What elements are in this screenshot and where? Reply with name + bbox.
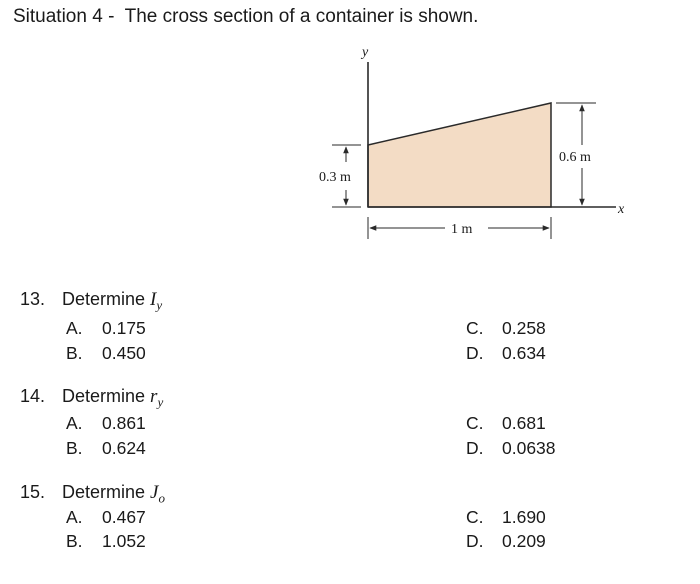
question-prompt: Determine [62, 482, 146, 502]
question-subscript: y [156, 297, 163, 313]
option-13d[interactable] [466, 343, 546, 364]
question-15 [20, 482, 165, 507]
option-letter: D. [466, 343, 484, 363]
option-letter: C. [466, 318, 484, 338]
y-axis-label: y [362, 45, 369, 60]
option-letter: B. [66, 343, 83, 363]
question-variable: J [150, 482, 159, 503]
option-15d[interactable] [466, 531, 546, 552]
option-15a[interactable] [66, 507, 146, 528]
question-number: 15. [20, 482, 46, 502]
option-letter: A. [66, 413, 83, 433]
option-value: 0.175 [102, 318, 146, 338]
option-value: 0.681 [502, 413, 546, 433]
option-letter: A. [66, 507, 83, 527]
option-letter: B. [66, 531, 83, 551]
question-14 [20, 386, 163, 411]
option-value: 0.624 [102, 438, 146, 458]
dim-right-label: 0.6 m [559, 150, 591, 165]
option-14d[interactable] [466, 438, 556, 459]
dim-left-label: 0.3 m [319, 170, 351, 185]
x-axis-label: x [618, 202, 625, 217]
question-prompt: Determine [62, 386, 146, 406]
option-value: 0.467 [102, 507, 146, 527]
option-value: 0.450 [102, 343, 146, 363]
question-variable: I [150, 289, 157, 310]
situation-label: Situation 4 - [13, 6, 115, 27]
dim-bottom-label: 1 m [451, 222, 473, 237]
option-13b[interactable] [66, 343, 146, 364]
option-14a[interactable] [66, 413, 146, 434]
cross-section-shape [368, 103, 551, 207]
option-value: 0.209 [502, 531, 546, 551]
question-subscript: y [157, 394, 164, 410]
option-value: 0.861 [102, 413, 146, 433]
option-letter: A. [66, 318, 83, 338]
option-value: 0.0638 [502, 438, 556, 458]
question-subscript: o [158, 490, 165, 506]
question-13 [20, 289, 162, 314]
situation-text: The cross section of a container is shown. [124, 6, 479, 27]
option-15b[interactable] [66, 531, 146, 552]
option-14b[interactable] [66, 438, 146, 459]
question-variable: r [150, 386, 158, 407]
question-prompt: Determine [62, 289, 146, 309]
option-letter: D. [466, 438, 484, 458]
question-number: 14. [20, 386, 46, 406]
option-value: 0.634 [502, 343, 546, 363]
option-13a[interactable] [66, 318, 146, 339]
option-letter: C. [466, 507, 484, 527]
option-15c[interactable] [466, 507, 546, 528]
option-value: 0.258 [502, 318, 546, 338]
question-number: 13. [20, 289, 46, 309]
option-letter: C. [466, 413, 484, 433]
option-value: 1.690 [502, 507, 546, 527]
option-letter: D. [466, 531, 484, 551]
option-14c[interactable] [466, 413, 546, 434]
option-value: 1.052 [102, 531, 146, 551]
option-letter: B. [66, 438, 83, 458]
option-13c[interactable] [466, 318, 546, 339]
